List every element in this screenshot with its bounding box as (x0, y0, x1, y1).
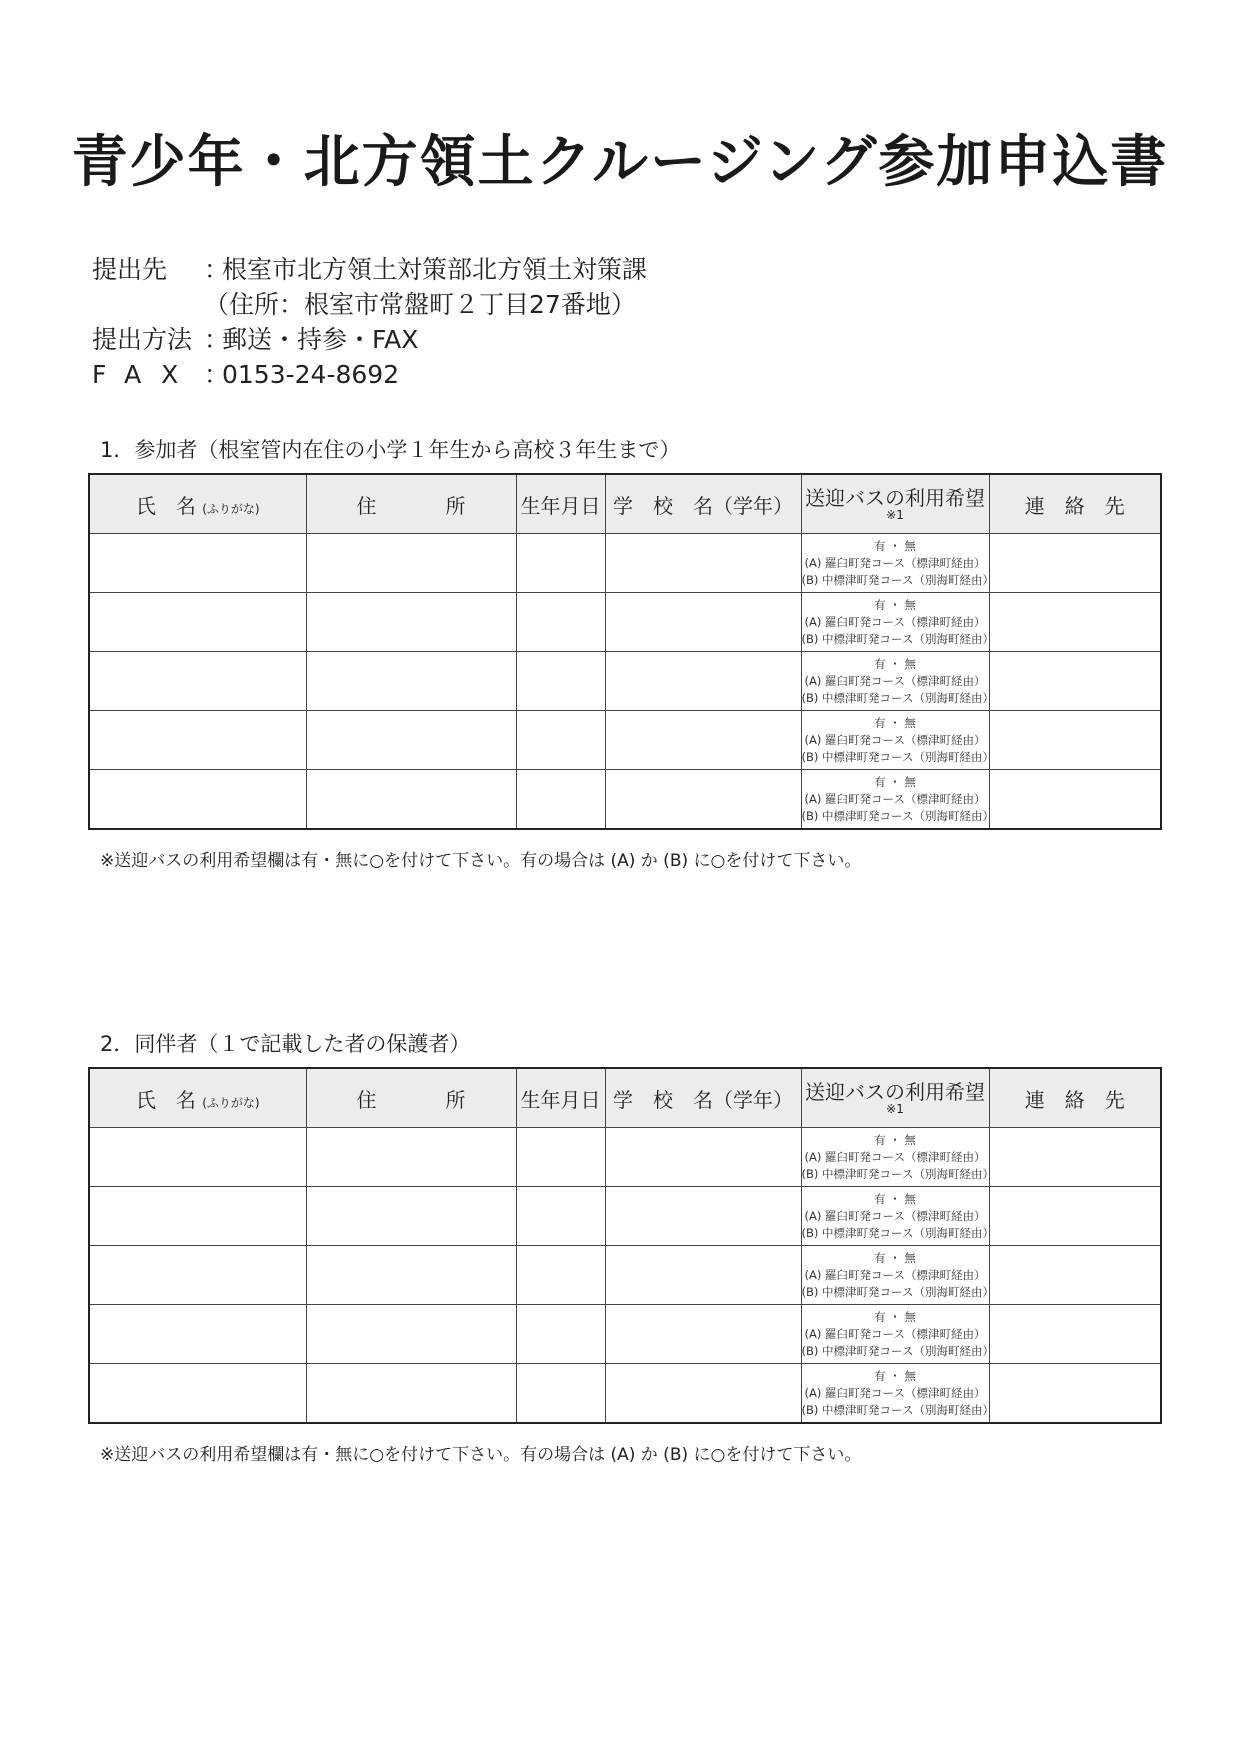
bus-cell[interactable] (801, 1128, 994, 1187)
section1-title: 1．参加者（根室管内在住の小学１年生から高校３年生まで） (100, 438, 681, 462)
name-cell[interactable] (89, 593, 306, 652)
contact-cell[interactable] (989, 1246, 1161, 1305)
header-row (89, 474, 1161, 534)
contact-cell[interactable] (989, 1128, 1161, 1187)
contact-cell[interactable] (989, 1187, 1161, 1246)
bus-option-a[interactable]: (A) 羅臼町発コース（標津町経由） (804, 614, 986, 629)
bus-yes-no[interactable]: 有 ・ 無 (874, 597, 916, 612)
entry-row (89, 534, 1161, 593)
bus-yes-no[interactable]: 有 ・ 無 (874, 774, 916, 789)
address-cell[interactable] (306, 593, 516, 652)
entry-row (89, 770, 1161, 830)
bus-option-a[interactable]: (A) 羅臼町発コース（標津町経由） (804, 1267, 986, 1282)
bus-cell[interactable] (801, 652, 994, 711)
address-row (92, 287, 647, 322)
entry-row (89, 1364, 1161, 1424)
header-bus-note: ※1 (886, 1101, 904, 1116)
bus-cell[interactable] (801, 1187, 994, 1246)
bus-yes-no[interactable]: 有 ・ 無 (874, 715, 916, 730)
dob-cell[interactable] (516, 534, 605, 593)
bus-yes-no[interactable]: 有 ・ 無 (874, 1132, 916, 1147)
bus-cell[interactable] (801, 593, 994, 652)
submission-info (92, 252, 647, 392)
dob-cell[interactable] (516, 1305, 605, 1364)
dob-cell[interactable] (516, 770, 605, 830)
header-name: 氏 名 (ふりがな) (89, 1068, 306, 1128)
participant-table (88, 473, 1162, 830)
bus-option-a[interactable]: (A) 羅臼町発コース（標津町経由） (804, 555, 986, 570)
bus-option-a[interactable]: (A) 羅臼町発コース（標津町経由） (804, 1149, 986, 1164)
bus-option-a[interactable]: (A) 羅臼町発コース（標津町経由） (804, 791, 986, 806)
bus-option-b[interactable]: (B) 中標津町発コース（別海町経由） (801, 1343, 994, 1358)
name-cell[interactable] (89, 711, 306, 770)
submit-to-row: 提出先 ： 根室市北方領土対策部北方領土対策課 (92, 252, 647, 287)
fax-row: FAX ： 0153-24-8692 (92, 357, 647, 392)
header-name: 氏 名 (ふりがな) (89, 474, 306, 534)
bus-cell[interactable] (801, 770, 994, 830)
bus-yes-no[interactable]: 有 ・ 無 (874, 656, 916, 671)
dob-cell[interactable] (516, 711, 605, 770)
bus-option-a[interactable]: (A) 羅臼町発コース（標津町経由） (804, 1385, 986, 1400)
header-address: 住 所 (306, 1068, 516, 1128)
bus-option-b[interactable]: (B) 中標津町発コース（別海町経由） (801, 1284, 994, 1299)
dob-cell[interactable] (516, 1187, 605, 1246)
bus-yes-no[interactable]: 有 ・ 無 (874, 538, 916, 553)
bus-cell[interactable] (801, 534, 994, 593)
section2-footnote: ※送迎バスの利用希望欄は有・無に○を付けて下さい。有の場合は (A) か (B) に○を付けて下さい。 (100, 1445, 862, 1465)
address-cell[interactable] (306, 1305, 516, 1364)
header-bus: 送迎バスの利用希望 ※1 (801, 1068, 989, 1128)
address-cell[interactable] (306, 1364, 516, 1424)
name-cell[interactable] (89, 1246, 306, 1305)
bus-yes-no[interactable]: 有 ・ 無 (874, 1309, 916, 1324)
method-row: 提出方法 ： 郵送・持参・FAX (92, 322, 647, 357)
bus-cell[interactable] (801, 711, 994, 770)
entry-row (89, 652, 1161, 711)
bus-option-b[interactable]: (B) 中標津町発コース（別海町経由） (801, 1166, 994, 1181)
dob-cell[interactable] (516, 1364, 605, 1424)
name-cell[interactable] (89, 1187, 306, 1246)
contact-cell[interactable] (989, 534, 1161, 593)
section1-footnote: ※送迎バスの利用希望欄は有・無に○を付けて下さい。有の場合は (A) か (B) に○を付けて下さい。 (100, 851, 862, 871)
name-cell[interactable] (89, 1364, 306, 1424)
contact-cell[interactable] (989, 770, 1161, 830)
school-cell[interactable] (605, 1246, 801, 1305)
bus-yes-no[interactable]: 有 ・ 無 (874, 1191, 916, 1206)
header-name-kana: (ふりがな) (202, 1095, 260, 1110)
bus-option-b[interactable]: (B) 中標津町発コース（別海町経由） (801, 631, 994, 646)
address-cell[interactable] (306, 652, 516, 711)
school-cell[interactable] (605, 711, 801, 770)
entry-row (89, 1246, 1161, 1305)
bus-yes-no[interactable]: 有 ・ 無 (874, 1250, 916, 1265)
entry-row (89, 593, 1161, 652)
bus-option-b[interactable]: (B) 中標津町発コース（別海町経由） (801, 1225, 994, 1240)
section2-title: 2．同伴者（１で記載した者の保護者） (100, 1032, 471, 1056)
school-cell[interactable] (605, 652, 801, 711)
dob-cell[interactable] (516, 1246, 605, 1305)
contact-cell[interactable] (989, 711, 1161, 770)
header-bus-note: ※1 (886, 507, 904, 522)
bus-cell[interactable] (801, 1305, 994, 1364)
bus-option-a[interactable]: (A) 羅臼町発コース（標津町経由） (804, 1208, 986, 1223)
header-school: 学 校 名（学年） (605, 474, 801, 534)
contact-cell[interactable] (989, 1305, 1161, 1364)
header-school: 学 校 名（学年） (605, 1068, 801, 1128)
fax-value: 0153-24-8692 (222, 360, 400, 389)
entry-row (89, 1305, 1161, 1364)
school-cell[interactable] (605, 1128, 801, 1187)
name-cell[interactable] (89, 534, 306, 593)
school-cell[interactable] (605, 1364, 801, 1424)
submit-to-value: 根室市北方領土対策部北方領土対策課 (222, 255, 648, 284)
bus-option-b[interactable]: (B) 中標津町発コース（別海町経由） (801, 808, 994, 823)
bus-option-b[interactable]: (B) 中標津町発コース（別海町経由） (801, 690, 994, 705)
name-cell[interactable] (89, 770, 306, 830)
bus-option-b[interactable]: (B) 中標津町発コース（別海町経由） (801, 572, 994, 587)
school-cell[interactable] (605, 534, 801, 593)
name-cell[interactable] (89, 1128, 306, 1187)
address-cell[interactable] (306, 711, 516, 770)
name-cell[interactable] (89, 1305, 306, 1364)
guardian-table (88, 1067, 1162, 1424)
bus-option-a[interactable]: (A) 羅臼町発コース（標津町経由） (804, 1326, 986, 1341)
header-contact: 連 絡 先 (989, 1068, 1161, 1128)
contact-cell[interactable] (989, 593, 1161, 652)
name-cell[interactable] (89, 652, 306, 711)
header-dob: 生年月日 (516, 1068, 605, 1128)
address-cell[interactable] (306, 534, 516, 593)
dob-cell[interactable] (516, 593, 605, 652)
header-contact: 連 絡 先 (989, 474, 1161, 534)
contact-cell[interactable] (989, 652, 1161, 711)
bus-option-a[interactable]: (A) 羅臼町発コース（標津町経由） (804, 673, 986, 688)
dob-cell[interactable] (516, 1128, 605, 1187)
method-value: 郵送・持参・FAX (222, 325, 419, 354)
bus-option-b[interactable]: (B) 中標津町発コース（別海町経由） (801, 1402, 994, 1417)
school-cell[interactable] (605, 770, 801, 830)
bus-yes-no[interactable]: 有 ・ 無 (874, 1368, 916, 1383)
header-row (89, 1068, 1161, 1128)
entry-row (89, 1128, 1161, 1187)
school-cell[interactable] (605, 1187, 801, 1246)
bus-option-b[interactable]: (B) 中標津町発コース（別海町経由） (801, 749, 994, 764)
form-title: 青少年・北方領土クルージング参加申込書 (71, 130, 1169, 195)
entry-row (89, 711, 1161, 770)
address-cell[interactable] (306, 1128, 516, 1187)
contact-cell[interactable] (989, 1364, 1161, 1424)
header-dob: 生年月日 (516, 474, 605, 534)
header-address: 住 所 (306, 474, 516, 534)
header-name-kana: (ふりがな) (202, 501, 260, 516)
bus-cell[interactable] (801, 1364, 994, 1424)
school-cell[interactable] (605, 593, 801, 652)
address-value: （住所：根室市常盤町２丁目27番地） (204, 290, 636, 319)
fax-label: FAX (92, 360, 199, 389)
header-bus: 送迎バスの利用希望 ※1 (801, 474, 989, 534)
address-cell[interactable] (306, 1246, 516, 1305)
method-label: 提出方法 (92, 325, 193, 354)
entry-row (89, 1187, 1161, 1246)
address-cell[interactable] (306, 770, 516, 830)
bus-option-a[interactable]: (A) 羅臼町発コース（標津町経由） (804, 732, 986, 747)
dob-cell[interactable] (516, 652, 605, 711)
bus-cell[interactable] (801, 1246, 994, 1305)
address-cell[interactable] (306, 1187, 516, 1246)
submit-to-label: 提出先 (92, 255, 168, 284)
school-cell[interactable] (605, 1305, 801, 1364)
